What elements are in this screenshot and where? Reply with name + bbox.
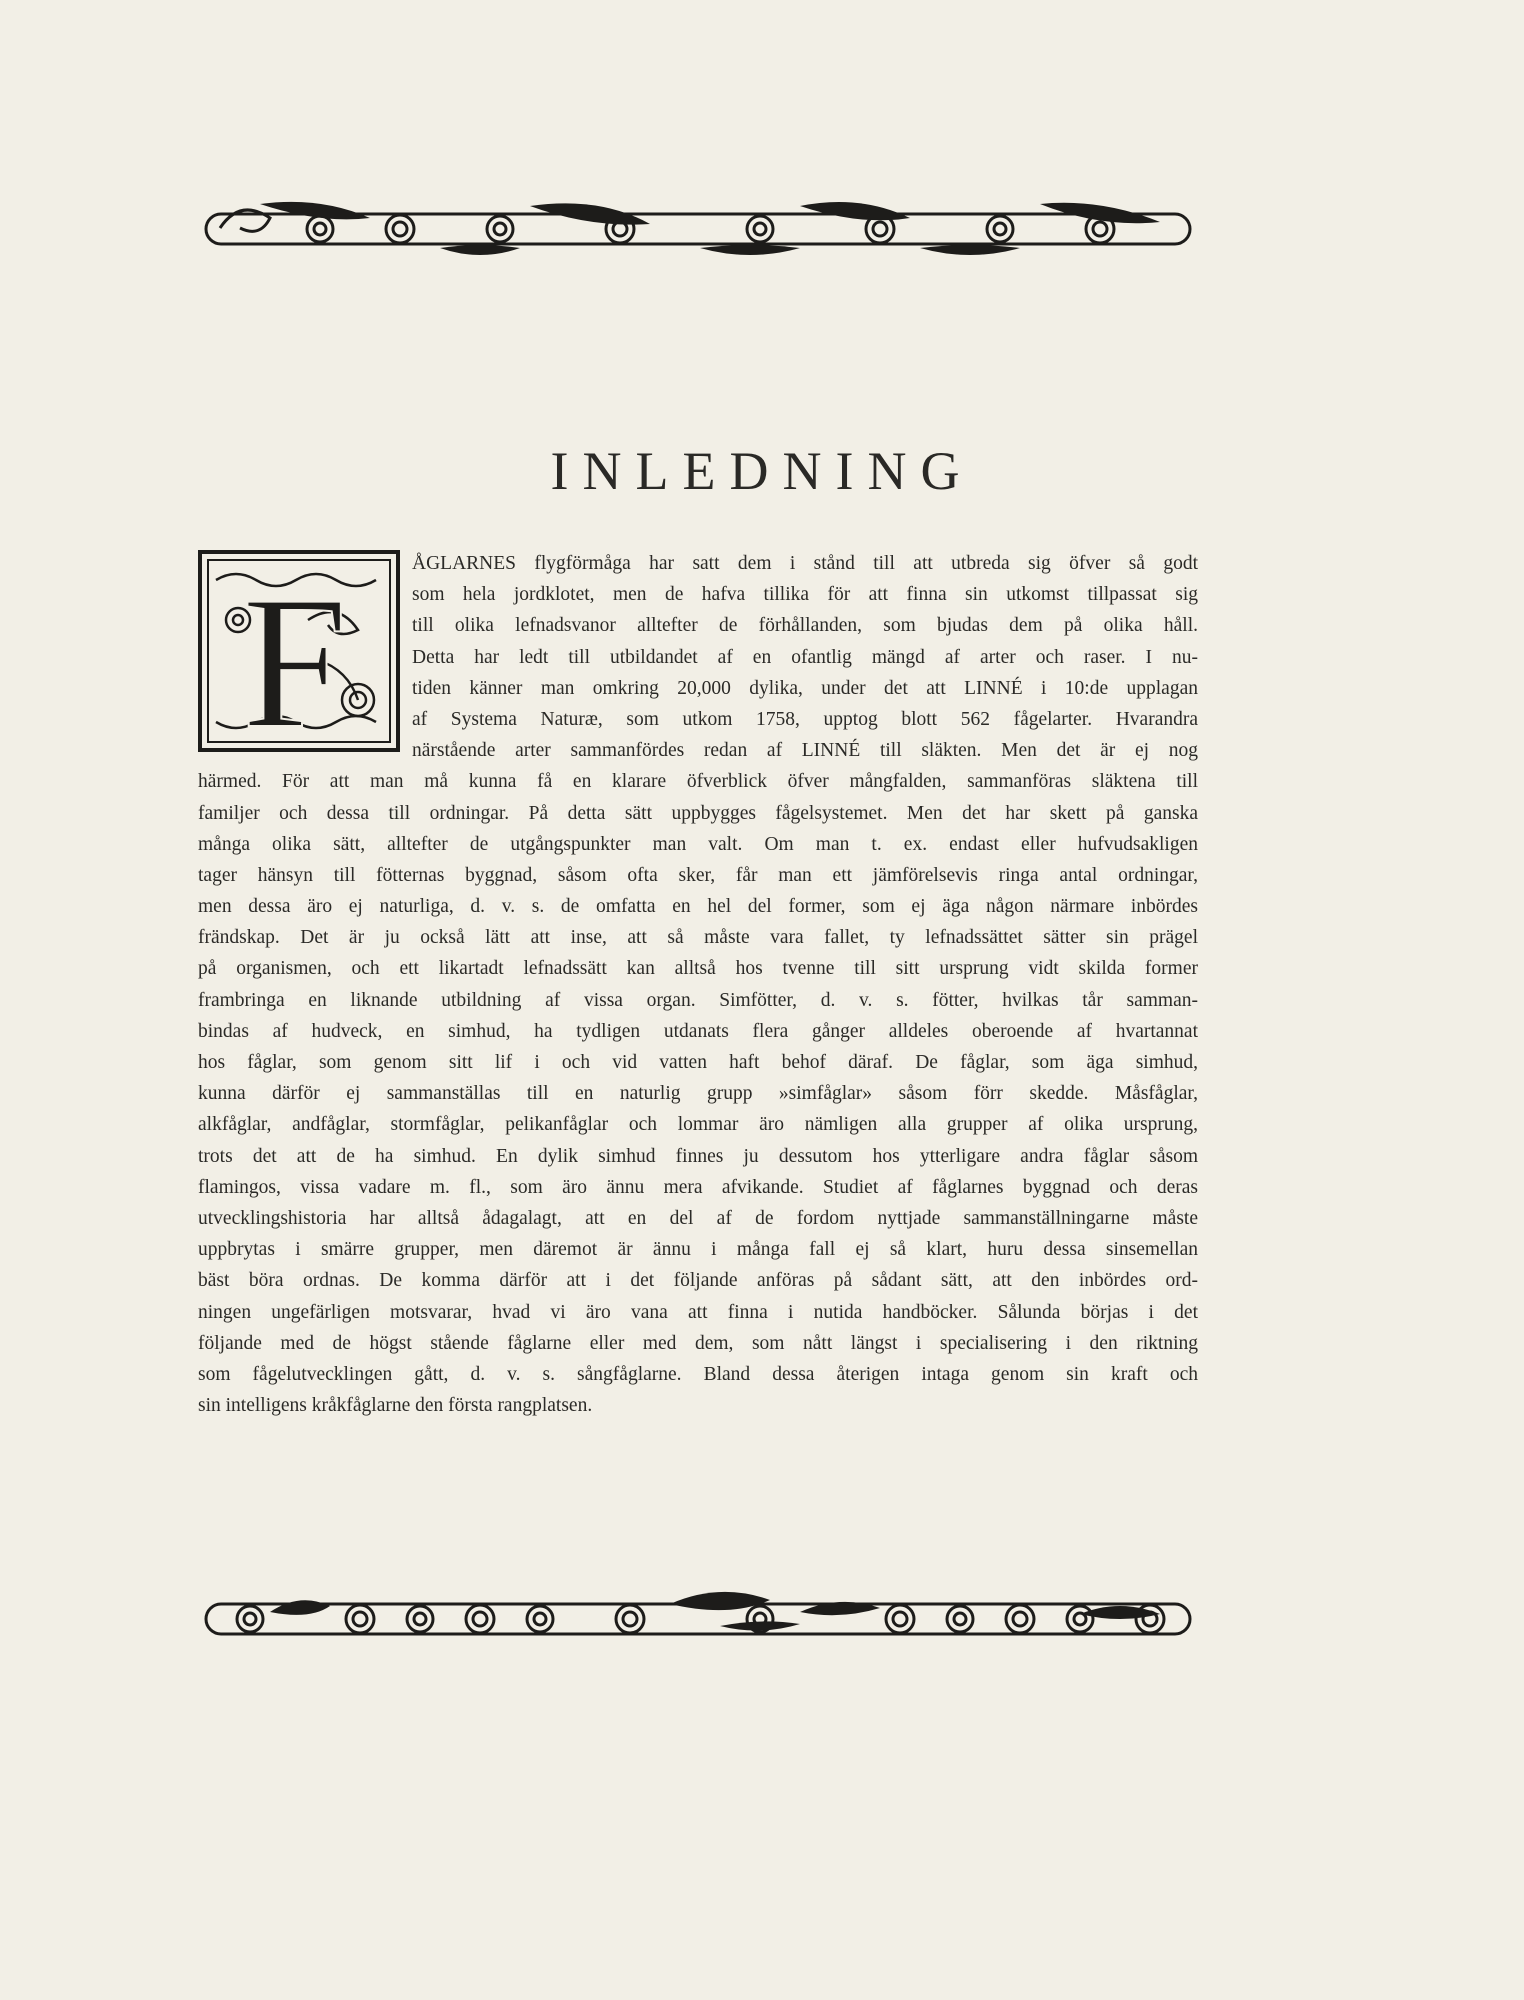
text-line-22: utvecklingshistoria har alltså ådagalagt, att en del af de fordom nyttjade sammanställningarne måste — [198, 1207, 1198, 1229]
page-title: INLEDNING — [550, 441, 974, 501]
text-line-8: härmed. För att man må kunna få en klarare öfverblick öfver mångfalden, sammanföras släktena till — [198, 771, 1198, 793]
text-line-1: ÅGLARNES flygförmåga har satt dem i stånd till att utbreda sig öfver så godt — [412, 553, 1198, 574]
text-line-21: flamingos, vissa vadare m. fl., som äro ännu mera afvikande. Studiet af fåglarnes byggnad och deras — [198, 1176, 1198, 1198]
text-line-5: tiden känner man omkring 20,000 dylika, under det att LINNÉ i 10:de upplagan — [412, 677, 1198, 699]
text-line-2: som hela jordklotet, men de hafva tillika för att finna sin utkomst tillpassat sig — [412, 584, 1198, 606]
text-line-4: Detta har ledt till utbildandet af en ofantlig mängd af arter och raser. I nu- — [412, 646, 1198, 668]
text-line-12: men dessa äro ej naturliga, d. v. s. de omfatta en hel del former, som ej äga någon närmare inbördes — [198, 896, 1198, 918]
text-line-6: af Systema Naturæ, som utkom 1758, upptog blott 562 fågelarter. Hvarandra — [412, 708, 1198, 730]
text-line-10: många olika sätt, alltefter de utgångspunkter man valt. Om man t. ex. endast eller hufvudsakligen — [198, 833, 1198, 855]
text-line-24: bäst böra ordnas. De komma därför att i det följande anföras på sådant sätt, att den inbördes ord- — [198, 1270, 1198, 1292]
text-line-19: alkfåglar, andfåglar, stormfåglar, pelikanfåglar och lommar äro nämligen alla grupper af olika ursprung, — [198, 1114, 1198, 1136]
text-line-14: på organismen, och ett likartadt lefnadssätt kan alltså hos tvenne till sitt ursprung vidt skilda former — [198, 958, 1198, 980]
text-line-16: bindas af hudveck, en simhud, ha tydligen utdanats flera gånger alldeles oberoende af hvartannat — [198, 1020, 1198, 1042]
text-line-15: frambringa en liknande utbildning af vissa organ. Simfötter, d. v. s. fötter, hvilkas tår samman- — [198, 989, 1198, 1011]
text-line-27: som fågelutvecklingen gått, d. v. s. sångfåglarne. Bland dessa återigen intaga genom sin kraft och — [198, 1363, 1198, 1385]
bottom-ornament — [200, 1975, 1196, 1999]
text-line-11: tager hänsyn till fötternas byggnad, såsom ofta sker, får man ett jämförelsevis ringa antal ordningar, — [198, 864, 1198, 886]
body-text — [198, 548, 1198, 1421]
text-line-7: närstående arter sammanfördes redan af LINNÉ till släkten. Men det är ej nog — [412, 740, 1198, 762]
text-line-13: frändskap. Det är ju också lätt att inse, att så måste vara fallet, ty lefnadssättet sätter sin prägel — [198, 927, 1198, 949]
drop-cap-letter: F — [242, 558, 348, 752]
top-ornament-border — [200, 192, 1196, 264]
text-line-20: trots det att de ha simhud. En dylik simhud finnes ju dessutom hos ytterligare andra fåglar såsom — [198, 1145, 1198, 1167]
text-line-26: följande med de högst stående fåglarne eller med dem, som nått längst i specialisering i den riktning — [198, 1332, 1198, 1354]
text-line-17: hos fåglar, som genom sitt lif i och vid vatten haft behof däraf. De fåglar, som äga simhud, — [198, 1052, 1198, 1073]
text-line-3: till olika lefnadsvanor alltefter de förhållanden, som bjudas dem på olika håll. — [412, 615, 1198, 637]
text-line-28: sin intelligens kråkfåglarne den första rangplatsen. — [198, 1395, 593, 1417]
text-line-23: uppbrytas i smärre grupper, men däremot är ännu i många fall ej så klart, huru dessa sinsemellan — [198, 1239, 1198, 1261]
drop-cap-initial — [198, 550, 400, 752]
text-line-9: familjer och dessa till ordningar. På detta sätt uppbygges fågelsystemet. Men det har skett på ganska — [198, 802, 1198, 824]
bottom-ornament-band-visible — [200, 1582, 1196, 1654]
text-line-18: kunna därför ej sammanställas till en naturlig grupp »simfåglar» såsom förr skedde. Måsfåglar, — [198, 1083, 1198, 1105]
text-line-25: ningen ungefärligen motsvarar, hvad vi äro vana att finna i nutida handböcker. Sålunda börjas i det — [198, 1301, 1198, 1323]
